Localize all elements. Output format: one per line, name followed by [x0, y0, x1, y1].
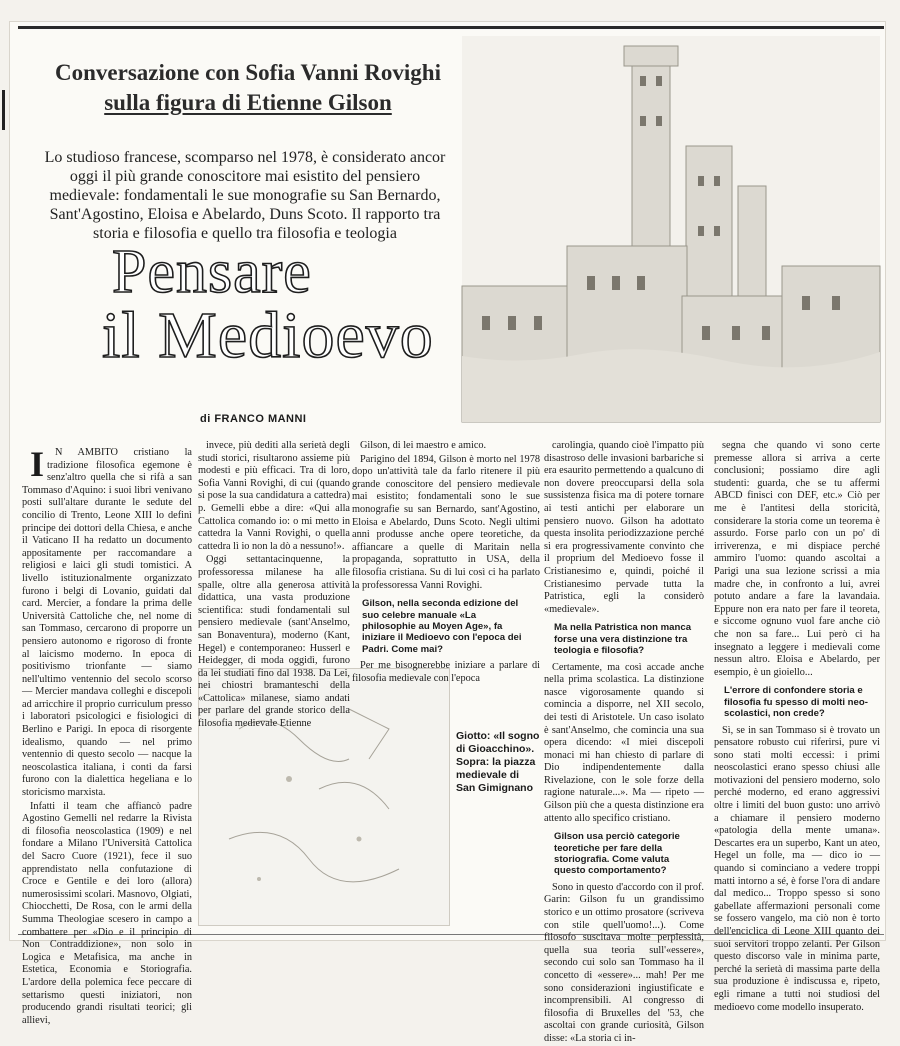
- byline: di FRANCO MANNI: [200, 413, 307, 425]
- kicker: [28, 58, 468, 118]
- kicker-line-1: Conversazione con Sofia Vanni Rovighi: [55, 60, 441, 85]
- top-rule: [18, 26, 884, 29]
- paragraph: Parigino del 1894, Gilson è morto nel 1978 dopo un'attività tale da farlo ritenere il più grande conoscitore del pensiero medievale mai esistito; fondamentali sono le sue monografie su san Bernardo, sant'Agostino, Eloisa e Abelardo, Duns Scoto. Negli ultimi anni produsse anche opere teoretiche, da affiancare a quelle di Maritain nella propaganda, soprattutto in USA, della filosofia cristiana. Su di lui così ci ha parlato la professoressa Vanni Rovighi.: [352, 453, 540, 591]
- paragraph: Per me bisognerebbe iniziare a parlare di filosofia medievale con l'epoca: [352, 660, 540, 684]
- margin-mark: [2, 90, 5, 130]
- paragraph: Infatti il team che affiancò padre Agostino Gemelli nel redarre la Rivista di filosofia neoscolastica (1909) e nel fondare a Milano l'Università Cattolica del Sacro Cuore (1921), fece il suo apprendistato nella confutazione di Croce e Gentile e dei loro (allora) numerosissimi scolari. Masnovo, Olgiati, Chiocchetti, De Rosa, con le armi della Summa Theologiae scesero in campo a combattere per «Dio e il principio di Non Contraddizione», non solo in Logica e Metafisica, ma anche in Estetica, Economia e Storiografia. L'ardore della polemica fece peccare di settarismo questi iniziatori, non producendo grandi risultati teorici; gli allievi,: [22, 800, 192, 1026]
- kicker-line-2: sulla figura di Etienne Gilson: [104, 90, 392, 115]
- paragraph: invece, più dediti alla serietà degli studi storici, risultarono assieme più modesti e più efficaci. Tra di loro, Sofia Vanni Rovighi, di cui (quando si pose la sua candidatura a cattedra) p. Gemelli ebbe a dire: «Qui alla Cattolica comando io: o mi metto in cattedra la Vanni Rovighi, o quella cattedra lì io non la dò a nessuno!».: [198, 440, 350, 552]
- paragraph: segna che quando vi sono certe premesse allora si arriva a certe conclusioni; possiamo dire agli studenti: guarda, che se tu affermi ABCD finisci con DEF, etc.» Ciò per me è l'antitesi della storicità, considerare la storia come un teorema è assurdo. Forse parlo con un po' di irriverenza, e mi dispiace perché ammiro l'uomo: quando ascoltai a Parigi una sua lezione scrissi a mia madre che, in confronto a lui, avrei potuto andare a fare la lavandaia. Eppure non era nato per fare il teoreta, e siccome ognuno vuol fare anche ciò che non sa fare... Lui però ci ha insegnato a leggere i medievali come nessun altro. Eloisa e Abelardo, per esempio, è un gioiello...: [714, 440, 880, 678]
- column-2: [198, 440, 350, 730]
- san-gimignano-illustration: [462, 36, 880, 422]
- paragraph: Certamente, ma così accade anche nella prima scolastica. La distinzione nasce vigorosamente quando si comincia a disporre, nel XII secolo, dei testi di Aristotele. Un caso isolato è sant'Anselmo, che comincia una sua opera dicendo: «I miei discepoli monaci mi han chiesto di parlare di Dio indipendentemente dalla Rivelazione, con le sole forze della ragione naturale...». Ma — ripeto — Gilson più che a questa distinzione era attento allo specifico cristiano.: [544, 661, 704, 824]
- interview-question: Ma nella Patristica non manca forse una vera distinzione tra teologia e filosofia?: [554, 622, 692, 657]
- paragraph: IN AMBITO cristiano la tradizione filosofica egemone è senz'altro quella che si rifà a san Tommaso d'Aquino: i suoi libri venivano posti sull'altare durante le sedute del concilio di Trento, Leone XIII lo definì principe dei dottori della Chiesa, e anche il Vaticano II ha redatto un documento appositamente per raccomandare a religiosi e laici gli studi tomistici. A livello istituzionalmente organizzato furono i belgi di Lovanio, guidati dal card. Mercier, a fondare la prima delle Università Cattoliche che, nel nome di san Tommaso, cercarono di proporre un pensiero autonomo e rigoroso di fronte al laicismo moderno. In epoca di positivismo trionfante — siamo nell'ultimo ventennio del secolo scorso — Mercier mandava colleghi e discepoli ad arricchire il proprio curriculum presso i laboratori psicologici e fisiologici di Berlino e Parigi. In epoca di risorgente idealismo, quando — nel primo ventennio di questo secolo — nacque la neoscolastica italiana, i conti da farsi furono con la dialettica hegeliana e lo storicismo marxista.: [22, 444, 192, 799]
- photo-san-gimignano: [462, 36, 880, 422]
- photo-caption: Giotto: «Il sogno di Gioacchino». Sopra: la piazza medievale di San Gimignano: [456, 730, 540, 794]
- column-5: [714, 440, 880, 1013]
- headline: [102, 238, 462, 372]
- paragraph: Sono in questo d'accordo con il prof. Garin: Gilson fu un grandissimo storico e un ottimo prosatore (scriveva con stile quell'uomo!...). Come filosofo suscitava molte perplessità, quella sua teoria sull'«essere», secondo cui solo san Tommaso ha il concetto di «essere»... mah! Per me sono considerazioni ingiustificate e incomprensibili. Al congresso di filosofia di Bruxelles del '53, che ascoltai con grande curiosità, Gilson disse: «La storia ci in-: [544, 881, 704, 1044]
- interview-question: L'errore di confondere storia e filosofia fu spesso di molti neo-scolastici, non crede?: [724, 685, 868, 720]
- column-3: [352, 440, 540, 730]
- paragraph: Gilson, di lei maestro e amico.: [360, 440, 487, 451]
- headline-line-2: il Medioevo: [102, 299, 434, 372]
- paragraph: Sì, se in san Tommaso si è trovato un pensatore robusto cui riferirsi, pure vi sono stati molti eccessi: i primi neoscolastici erano spesso chiusi alle motivazioni del pensiero moderno, solo perché moderno, ed erano aggressivi oltre i limiti del buon gusto: uno arrivò a chiamare il pensiero moderno «patologia della mente umana». Descartes era un superbo, Kant un ateo, Hegel un folle, ma — dico io — quando si cominciano a vedere troppi matti intorno a sé, è forse l'ora di andare dal medico... Troppo spesso si sono gabellate affermazioni personali come se fossero vangelo, ma ciò non è torto dell'enciclica di Leone XIII quanto dei suoi servitori troppo zelanti. Per Gilson questo discorso vale in minima parte, perché la serietà di massima parte della sua produzione è indiscussa e, ripeto, egli rimane a tutti noi studiosi del medioevo come modello insuperato.: [714, 724, 880, 1013]
- interview-question: Gilson, nella seconda edizione del suo celebre manuale «La philosophie au Moyen Age», fa iniziare il Medioevo con l'epoca dei Padri. Come mai?: [362, 598, 522, 655]
- paragraph: carolingia, quando cioè l'impatto più disastroso delle invasioni barbariche si era esaurito permettendo a qualcuno di non dovere preoccuparsi della sola sussistenza fisica ma di potere tornare ai testi antichi per elaborare un pensiero nuovo. Gilson ha adottato questa insolita periodizzazione perché si era progressivamente convinto che il proprium del Medioevo fosse il Cristianesimo e, quindi, poiché il Cristianesimo pervade tutta la Patristica, egli la considerò «medievale».: [544, 440, 704, 615]
- deck: Lo studioso francese, scomparso nel 1978, è considerato ancor oggi il più grande conoscitore mai esistito del pensiero medievale: fondamentali le sue monografie su San Bernardo, Sant'Agostino, Eloisa e Abelardo, Duns Scoto. Il rapporto tra storia e filosofia e quello tra filosofia e teologia: [44, 149, 446, 242]
- paragraph: Oggi settantacinquenne, la professoressa milanese ha alle spalle, oltre alla generosa attività didattica, una vasta produzione scientifica: studi fondamentali sul pensiero medievale (sant'Anselmo, san Bonaventura), moderno (Kant, Hegel) e contemporaneo: Husserl e Heidegger, di moda oggidì, furono da lei studiati fino dal 1938. Da Lei, nei chiostri bramanteschi della «Cattolica» milanese, siamo andati per parlare del grande storico della filosofia medievale Etienne: [198, 554, 350, 730]
- headline-line-1: Pensare: [112, 238, 312, 306]
- column-1: [22, 444, 192, 1026]
- interview-question: Gilson usa perciò categorie teoretiche per fare della storiografia. Come valuta questo comportamento?: [554, 831, 680, 877]
- column-4: [544, 440, 704, 1044]
